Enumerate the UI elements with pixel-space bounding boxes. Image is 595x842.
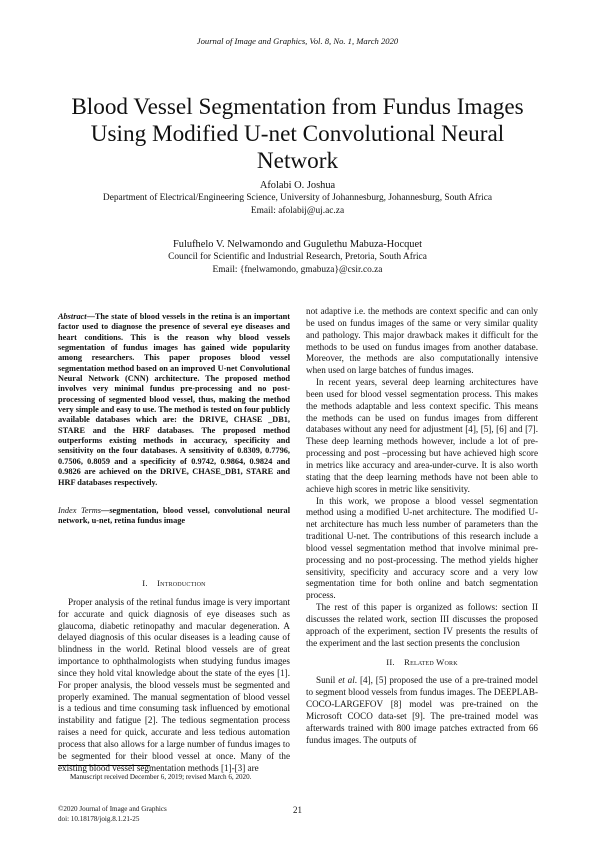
paragraph: not adaptive i.e. the methods are context specific and can only be used on fundus images of the same or very similar quality and pathology. This major drawback makes it difficult for the methods to be used on fundus images from another database. Moreover, the methods are also computationally intensive when used on large batches of fundus images. — [306, 306, 538, 376]
section-title: Related Work — [404, 657, 458, 668]
author-block-1 — [0, 180, 595, 217]
section-introduction — [58, 578, 290, 775]
author-affiliation: Council for Scientific and Industrial Research, Pretoria, South Africa — [168, 252, 427, 263]
index-terms-label: Index Terms — [58, 506, 102, 515]
section-title: Introduction — [157, 578, 206, 588]
section-number: I. — [142, 578, 148, 588]
journal-header: Journal of Image and Graphics, Vol. 8, No. 1, March 2020 — [196, 36, 399, 46]
section-heading — [58, 578, 290, 590]
index-terms-text: —segmentation, blood vessel, convolutional neural network, u-net, retina fundus image — [58, 506, 290, 526]
author-email: Email: {fnelwamondo, gmabuza}@csir.co.za — [212, 264, 383, 275]
copyright: ©2020 Journal of Image and Graphics — [58, 805, 167, 813]
title-line-2: Using Modified U-net Convolutional Neural — [90, 121, 505, 147]
title-line-3: Network — [256, 148, 339, 174]
footnote-rule — [58, 765, 150, 766]
paper-title — [45, 94, 550, 175]
paragraph — [306, 675, 538, 746]
author-name: Fulufhelo V. Nelwamondo and Gugulethu Mabuza-Hocquet — [173, 239, 422, 250]
author-surname: Sunil — [316, 675, 339, 686]
page-number: 21 — [293, 805, 302, 815]
footnote: Manuscript received December 6, 2019; revised March 6, 2020. — [70, 773, 252, 781]
paragraph: In recent years, several deep learning architectures have been used for blood vessel segmentation process. This makes the methods adaptable and less context specific. This means the methods can be used on fundus images from different databases without any need for adjustment [4], [5], [6] and [7]. These deep learning methods however, include a lot of pre-processing and post –processing but have achieved high score in metrics like accuracy and area-under-curve. It is also worth stating that the deep learning methods have not been able to achieve high scores in metric like sensitivity. — [306, 377, 538, 494]
section-number: II. — [386, 657, 395, 668]
et-al: et al — [338, 675, 355, 686]
section-heading — [306, 657, 538, 669]
paragraph: In this work, we propose a blood vessel segmentation method using a modified U-net architecture. The modified U-net architecture has much less number of parameters than the traditional U-net. The contributions of this research include a blood vessel segmentation method that involve minimal pre-processing and no post-processing. The method yields higher sensitivity, specificity and accuracy score and a very low segmentation time for both online and batch segmentation process. — [306, 495, 538, 601]
author-block-2 — [0, 239, 595, 276]
abstract-text: —The state of blood vessels in the retina is an important factor used to diagnose the presence of several eye diseases and heart conditions. This is the reason why blood vessels segmentation of fundus images has gained wide popularity among researchers. This paper proposes blood vessel segmentation method based on an improved U-net Convolutional Neural Network (CNN) architecture. The proposed method involves very minimal fundus pre-processing and no post-processing of segmented blood vessel, thus, making the method very simple and easy to use. The method is tested on four publicly available databases which are: the DRIVE, CHASE _DB1, STARE and the HRF databases. The proposed method outperforms existing methods in accuracy, specificity and sensitivity on the four databases. A sensitivity of 0.8309, 0.7796, 0.7506, 0.8059 and a specificity of 0.9742, 0.9864, 0.9824 and 0.9826 are achieved on the DRIVE, CHASE_DB1, STARE and HRF databases respectively. — [58, 312, 290, 487]
index-terms — [58, 506, 290, 527]
paragraph: The rest of this paper is organized as follows: section II discusses the related work, section III discusses the proposed approach of the experiment, section IV presents the results of the experiment and the last section presents the conclusion — [306, 602, 538, 648]
title-line-1: Blood Vessel Segmentation from Fundus Images — [71, 94, 524, 120]
paragraph: Proper analysis of the retinal fundus image is very important for accurate and quick diagnosis of eye diseases such as glaucoma, diabetic retinopathy and macular degeneration. A delayed diagnosis of this ocular diseases is a leading cause of blindness in the world. Retinal blood vessels are of great importance to ophthalmologists when studying fundus images since they hold vital knowledge about the state of the eyes [1]. For proper analysis, the blood vessels must be segmented and properly examined. The manual segmentation of blood vessel is a tedious and time consuming task influenced by emotional instability and fatigue [2]. The tedious segmentation process raises a need for quick, accurate and less tedious automation process that also allows for a large number of fundus images to be segmented for their blood vessel at once. Many of the existing blood vessel segmentation methods [1]-[3] are — [58, 596, 290, 773]
paragraph-text: . [4], [5] proposed the use of a pre-trained model to segment blood vessels from fundus images. The DEEPLAB-COCO-LARGEFOV [8] model was pre-trained on the Microsoft COCO data-set [9]. The pre-trained model was afterwards trained with 800 image patches extracted from 66 fundus images. The outputs of — [306, 675, 539, 745]
right-column — [306, 306, 538, 746]
author-affiliation: Department of Electrical/Engineering Science, University of Johannesburg, Johannesburg, South Africa — [102, 193, 493, 204]
author-name: Afolabi O. Joshua — [259, 180, 336, 191]
doi: doi: 10.18178/joig.8.1.21-25 — [58, 814, 140, 823]
abstract — [58, 312, 290, 488]
author-email: Email: afolabij@uj.ac.za — [250, 205, 345, 216]
abstract-label: Abstract — [58, 312, 87, 321]
